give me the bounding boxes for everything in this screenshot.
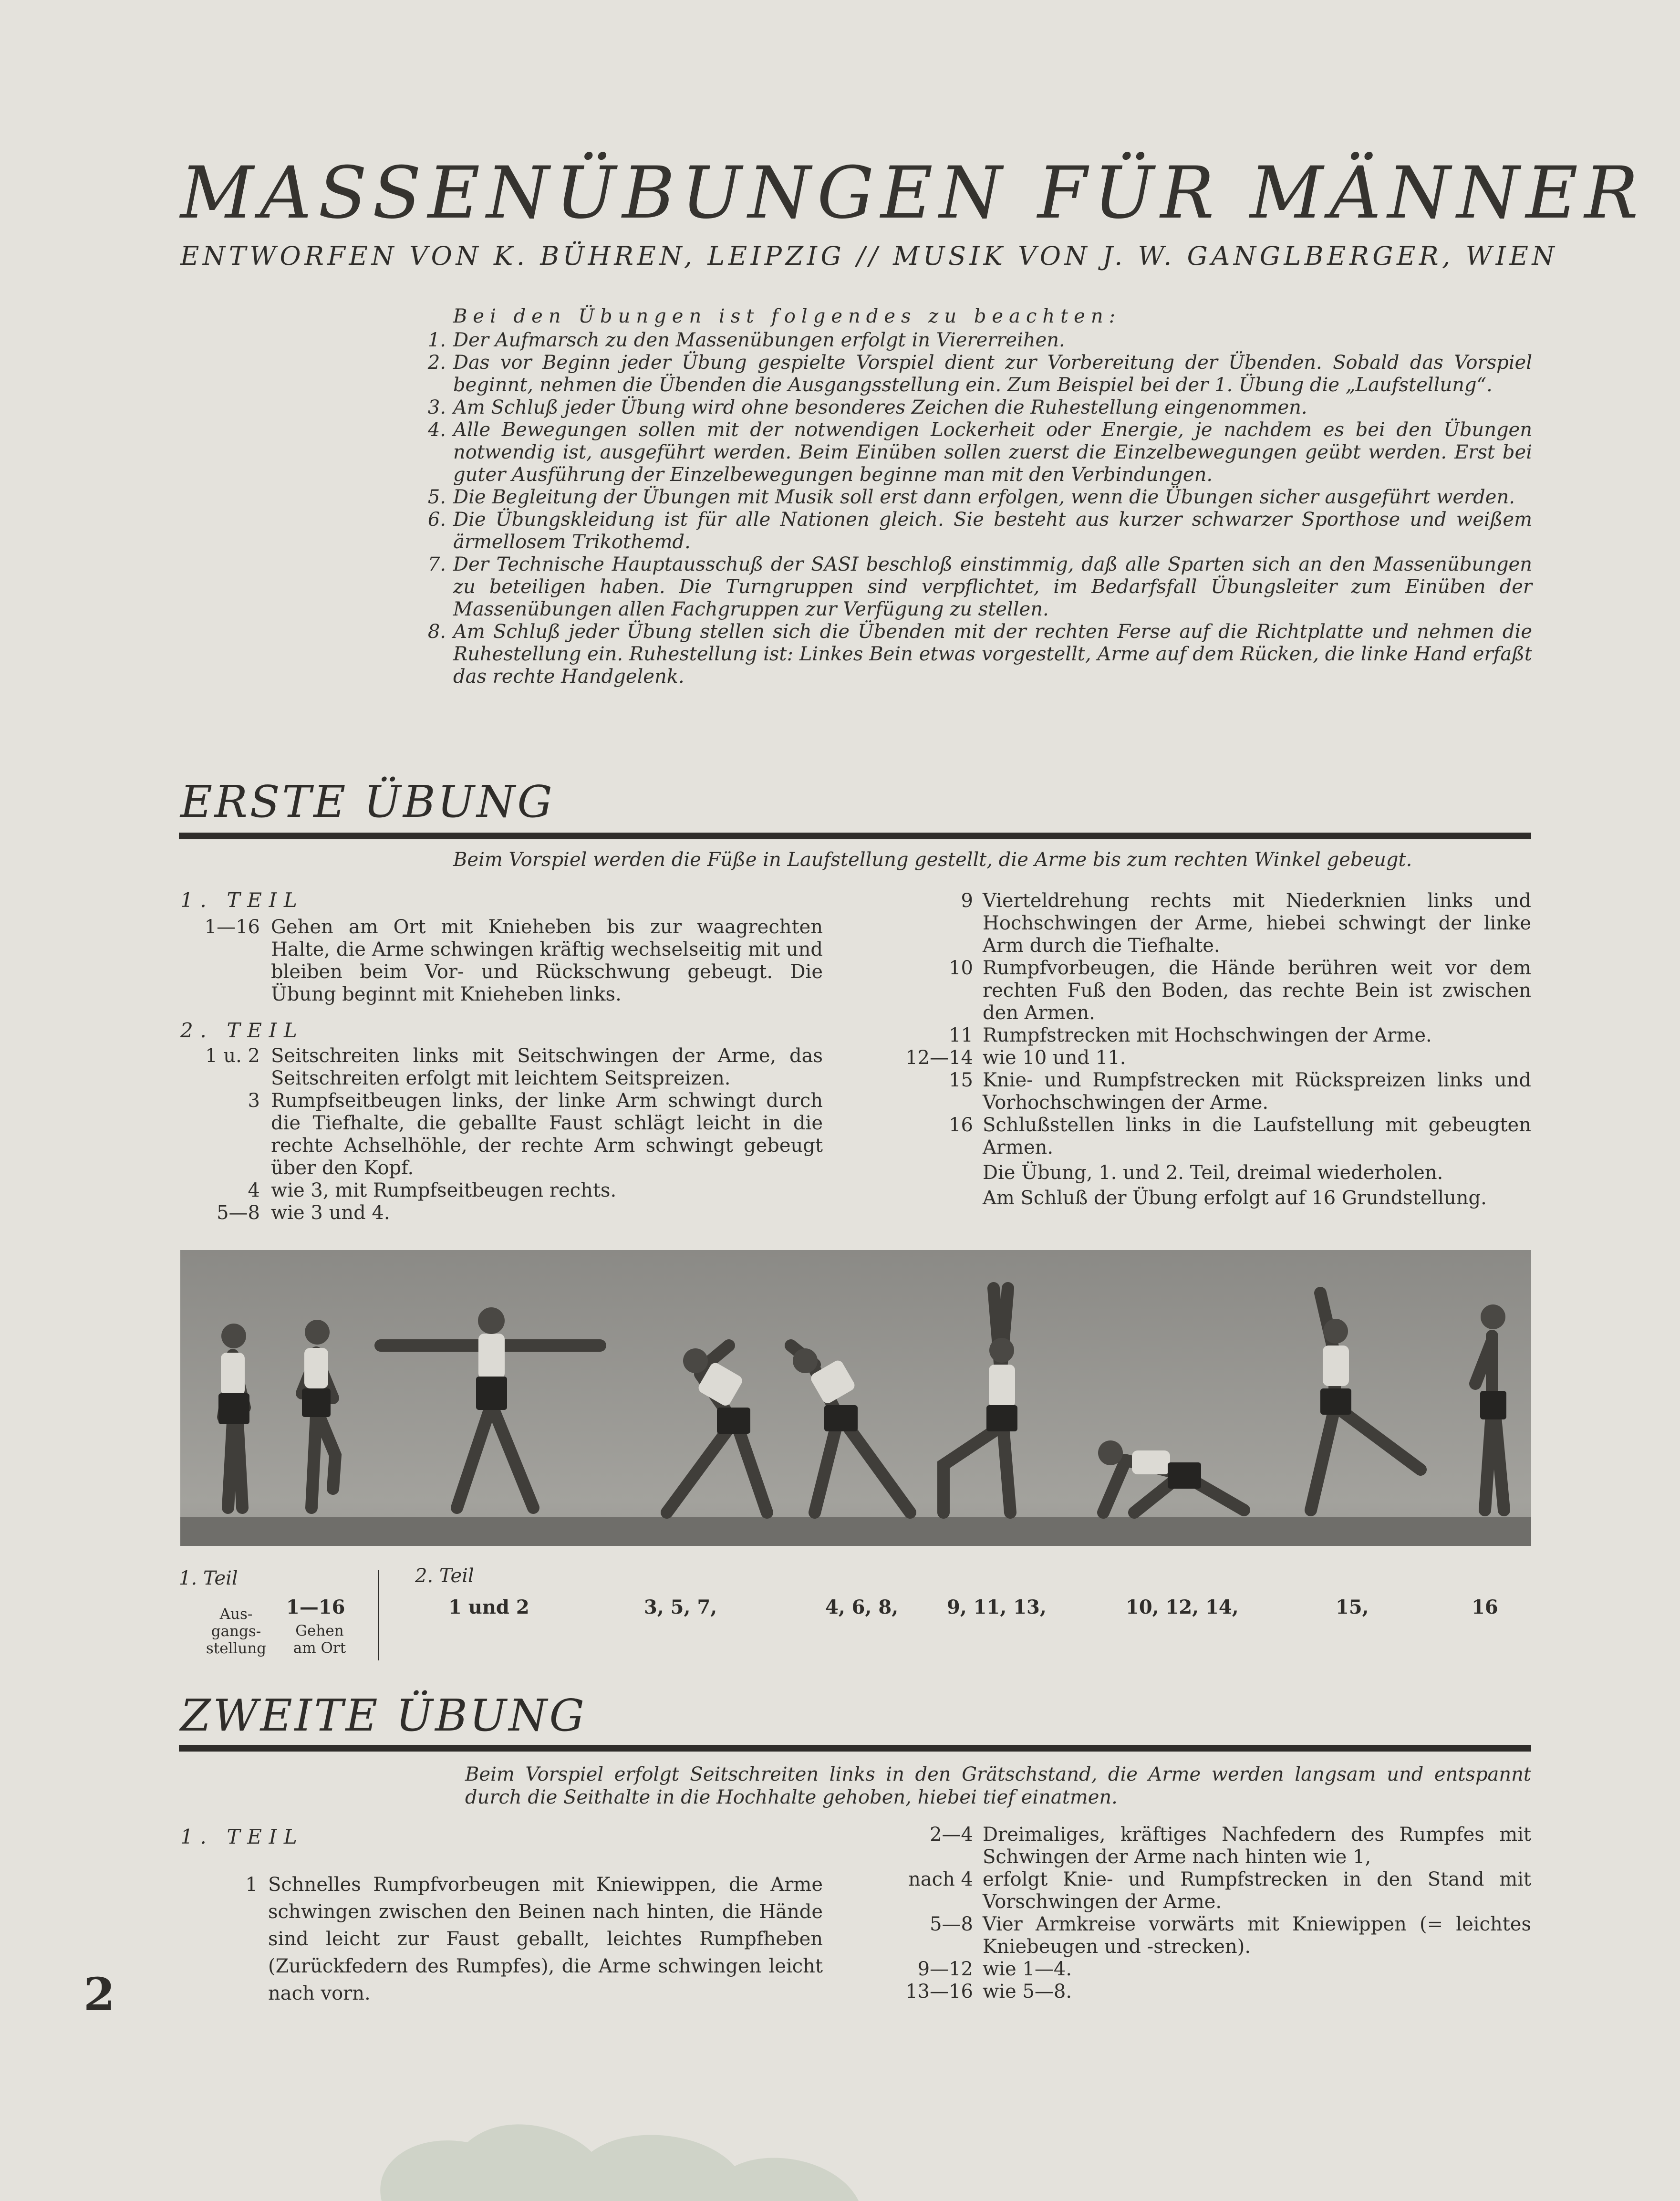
erste-teil2-label: 2. TEIL [180,1019,304,1042]
caption-label: 4, 6, 8, [825,1596,899,1618]
caption-gehen-num: 1—16 [286,1596,345,1618]
list-item: 10 Rumpfvorbeugen, die Hände berühren weit vor dem rechten Fuß den Boden, das rechte Bein ist zwischen den Armen. [949,957,1531,1024]
intro-heading: Bei den Übungen ist folgendes zu beachten: [453,305,1121,327]
erste-teil2-left-list [191,1045,823,1224]
list-item: 1—16 Gehen am Ort mit Knieheben bis zur waagrechten Halte, die Arme schwingen kräftig wechselseitig mit und bleiben beim Vor- und Rückschwung gebeugt. Die Übung beginnt mit Knieheben links. [204,916,823,1005]
list-item: nach 4 erfolgt Knie- und Rumpfstrecken in den Stand mit Vorschwingen der Arme. [908,1868,1531,1913]
caption-divider [378,1570,379,1660]
erste-teil1-list [191,916,823,1006]
list-item: 12—14 wie 10 und 11. [905,1047,1126,1069]
list-item: Die Übung, 1. und 2. Teil, dreimal wiederholen. [983,1162,1443,1184]
caption-label: 3, 5, 7, [644,1596,717,1618]
intro-item: 3. Am Schluß jeder Übung wird ohne besonderes Zeichen die Ruhestellung eingenommen. [427,396,1307,418]
list-item: 11 Rumpfstrecken mit Hochschwingen der Arme. [949,1024,1432,1046]
page-number: 2 [83,1968,115,2021]
paper-stain [343,2052,1059,2201]
exercise-photo-strip [180,1250,1531,1546]
caption-ausgang: Aus- gangs- stellung [206,1606,267,1657]
list-item: 13—16 wie 5—8. [905,1981,1072,2003]
intro-item: 8. Am Schluß jeder Übung stellen sich die Übenden mit der rechten Ferse auf die Richtplatte und nehmen die Ruhestellung ein. Ruhestellung ist: Linkes Bein etwas vorgestellt, Arme auf dem Rücken, die linke Hand erfaßt das rechte Handgelenk. [427,621,1532,688]
intro-item: 7. Der Technische Hauptausschuß der SASI beschloß einstimmig, daß alle Sparten sich an den Massenübungen zu beteiligen haben. Die Turngruppen sind verpflichtet, im Bedarfsfall Übungsleiter zum Einüben der Massenübungen allen Fachgruppen zur Verfügung zu stellen. [427,553,1532,620]
caption-teil2: 2. Teil [415,1565,474,1587]
caption-label: 16 [1472,1596,1498,1618]
zweite-teil1-label: 1. TEIL [180,1825,304,1848]
list-item: 1 u. 2 Seitschreiten links mit Seitschwingen der Arme, das Seitschreiten erfolgt mit leichtem Seitspreizen. [205,1045,823,1089]
section-rule [179,1745,1531,1752]
erste-teil2-right-list [897,890,1531,1210]
intro-item: 1. Der Aufmarsch zu den Massenübungen erfolgt in Viererreihen. [427,329,1065,351]
caption-label: 1 und 2 [448,1596,529,1618]
intro-item: 5. Die Begleitung der Übungen mit Musik soll erst dann erfolgen, wenn die Übungen sicher ausgeführt werden. [427,486,1515,508]
erste-teil1-label: 1. TEIL [180,888,304,912]
list-item: 9 Vierteldrehung rechts mit Niederknien links und Hochschwingen der Arme, hiebei schwingt der linke Arm durch die Tiefhalte. [961,890,1531,957]
erste-prelude: Beim Vorspiel werden die Füße in Laufstellung gestellt, die Arme bis zum rechten Winkel gebeugt. [453,849,1412,871]
list-item: 2—4 Dreimaliges, kräftiges Nachfedern des Rumpfes mit Schwingen der Arme nach hinten wie 1, [930,1824,1531,1868]
page-subtitle: ENTWORFEN VON K. BÜHREN, LEIPZIG // MUSIK VON J. W. GANGLBERGER, WIEN [180,241,1558,271]
intro-item: 4. Alle Bewegungen sollen mit der notwendigen Lockerheit oder Energie, je nachdem es bei den Übungen notwendig ist, ausgeführt werden. Beim Einüben sollen zuerst die Einzelbewegungen geübt werden. Erst bei guter Ausführung der Einzelbewegungen beginne man mit den Verbindungen. [427,419,1532,486]
list-item: Am Schluß der Übung erfolgt auf 16 Grundstellung. [983,1187,1487,1209]
zweite-prelude: Beim Vorspiel erfolgt Seitschreiten links in den Grätschstand, die Arme werden langsam und entspannt durch die Seithalte in die Hochhalte gehoben, hiebei tief einatmen. [465,1763,1531,1808]
zweite-right-list [882,1824,1531,2003]
list-item: 5—8 wie 3 und 4. [217,1202,390,1224]
page-title: MASSENÜBUNGEN FÜR MÄNNER [180,152,1645,235]
exercise-photo [180,1250,1531,1546]
section-title-erste: ERSTE ÜBUNG [180,776,555,827]
list-item: 9—12 wie 1—4. [917,1958,1072,1980]
section-rule [179,833,1531,839]
intro-item: 2. Das vor Beginn jeder Übung gespielte Vorspiel dient zur Vorbereitung der Übenden. Sobald das Vorspiel beginnt, nehmen die Übenden die Ausgangsstellung ein. Zum Beispiel bei der 1. Übung die „Laufstellung“. [427,352,1532,396]
list-item: 5—8 Vier Armkreise vorwärts mit Kniewippen (= leichtes Kniebeugen und -strecken). [930,1913,1531,1958]
list-item: 15 Knie- und Rumpfstrecken mit Rückspreizen links und Vorhochschwingen der Arme. [949,1069,1531,1114]
intro-item: 6. Die Übungskleidung ist für alle Nationen gleich. Sie besteht aus kurzer schwarzer Sporthose und weißem ärmellosem Trikothemd. [427,509,1532,553]
list-item: 3 Rumpfseitbeugen links, der linke Arm schwingt durch die Tiefhalte, die geballte Faust schlägt leicht in die rechte Achselhöhle, der rechte Arm schwingt gebeugt über den Kopf. [248,1090,823,1179]
zweite-left-list [205,1871,823,2007]
intro-list [427,329,1532,688]
list-item: 1 Schnelles Rumpfvorbeugen mit Kniewippen, die Arme schwingen zwischen den Beinen nach hinten, die Hände sind leicht zur Faust geballt, leichtes Rumpfheben (Zurückfedern des Rumpfes), die Arme schwingen leicht nach vorn. [245,1874,823,2004]
section-title-zweite: ZWEITE ÜBUNG [180,1690,587,1741]
list-item: 16 Schlußstellen links in die Laufstellung mit gebeugten Armen. [949,1114,1531,1158]
caption-label: 15, [1336,1596,1369,1618]
caption-label: 9, 11, 13, [947,1596,1047,1618]
caption-label: 10, 12, 14, [1126,1596,1239,1618]
caption-teil1: 1. Teil [179,1567,238,1589]
list-item: 4 wie 3, mit Rumpfseitbeugen rechts. [248,1179,617,1201]
caption-gehen: Gehen am Ort [293,1622,346,1657]
